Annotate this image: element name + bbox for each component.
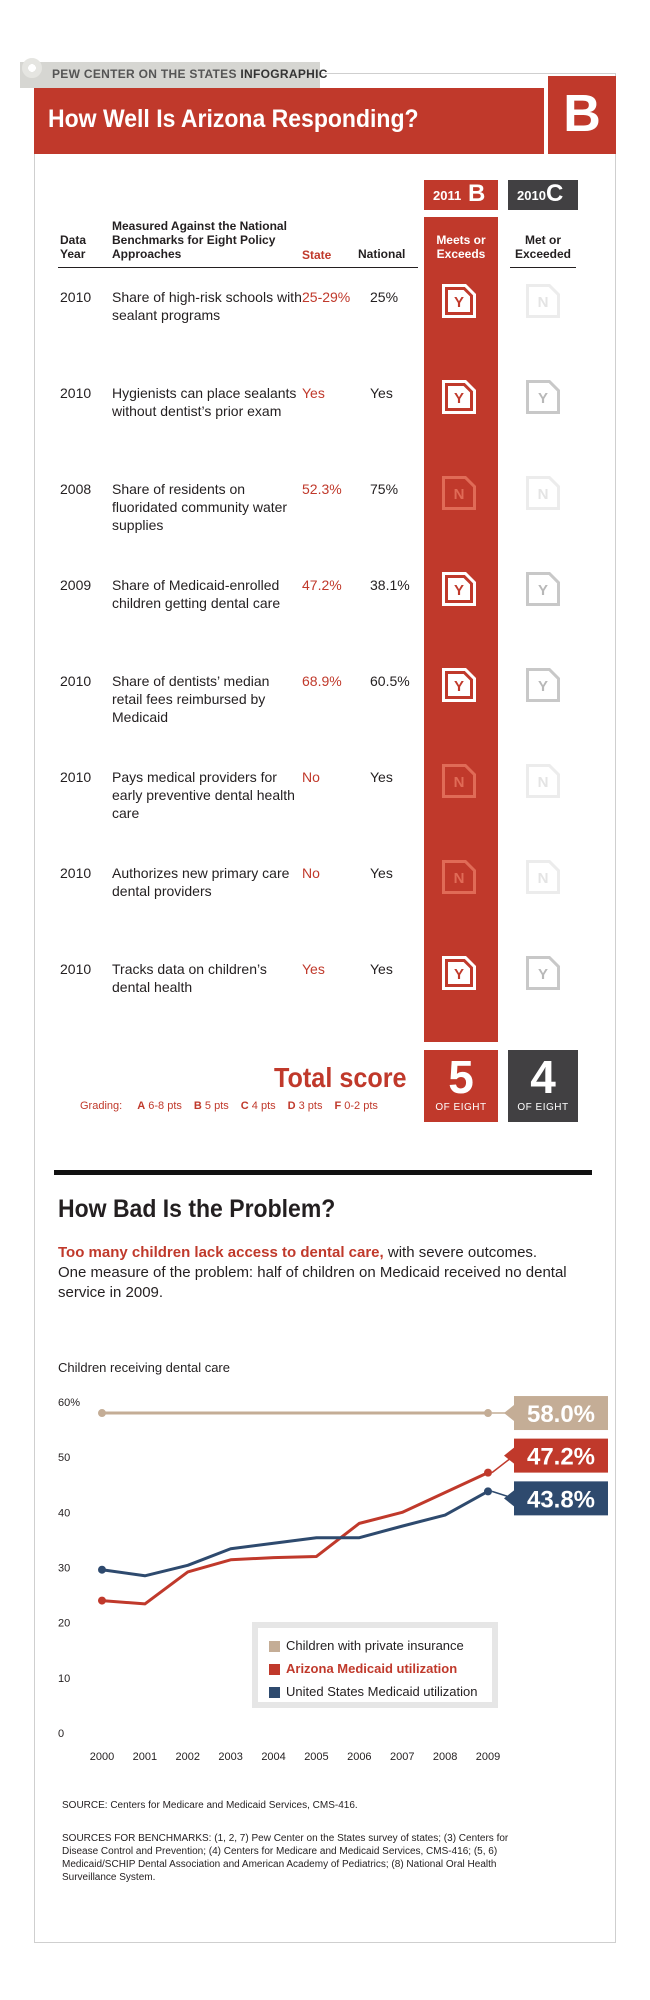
col-header-measure: Measured Against the National Benchmarks for Eight Policy Approaches bbox=[112, 219, 287, 261]
x-tick-label: 2008 bbox=[432, 1751, 458, 1763]
tag-2010-year: 2010 bbox=[517, 188, 546, 203]
grading-item bbox=[194, 1100, 229, 1112]
tag-2011-year: 2011 bbox=[433, 188, 462, 203]
row-measure: Pays medical providers for early preventive dental health care bbox=[112, 769, 295, 821]
y-tick-label: 30 bbox=[58, 1562, 71, 1575]
grading-range: 6-8 pts bbox=[145, 1100, 182, 1112]
no-badge-2010 bbox=[526, 860, 560, 894]
svg-text:Y: Y bbox=[453, 678, 465, 695]
no-badge-2010 bbox=[526, 476, 560, 510]
row-national-value: 25% bbox=[370, 289, 399, 305]
svg-text:N: N bbox=[537, 870, 549, 887]
row-year: 2010 bbox=[60, 865, 92, 881]
col-header-state: State bbox=[302, 248, 332, 262]
legend-label: Children with private insurance bbox=[286, 1638, 464, 1653]
svg-text:Y: Y bbox=[537, 966, 549, 983]
tag-2010 bbox=[508, 180, 578, 210]
score-2010-of: OF EIGHT bbox=[517, 1102, 569, 1113]
col-header-2011: Meets or Exceeds bbox=[436, 233, 486, 261]
score-2011-value: 5 bbox=[448, 1051, 474, 1103]
x-tick-label: 2001 bbox=[132, 1751, 158, 1763]
no-badge-2010 bbox=[526, 764, 560, 798]
score-2010 bbox=[508, 1050, 578, 1122]
problem-title: How Bad Is the Problem? bbox=[58, 1195, 336, 1223]
x-tick-label: 2004 bbox=[261, 1751, 286, 1763]
row-national-value: Yes bbox=[370, 769, 393, 785]
row-state-value: No bbox=[302, 769, 320, 785]
yes-badge-2011 bbox=[442, 284, 476, 318]
yes-badge-2011 bbox=[442, 956, 476, 990]
y-tick-label: 50 bbox=[58, 1452, 71, 1465]
grading-item bbox=[241, 1100, 276, 1112]
svg-text:Y: Y bbox=[537, 582, 549, 599]
yes-badge-2011 bbox=[442, 572, 476, 606]
tag-2010-grade: C bbox=[546, 180, 564, 207]
row-measure: Share of Medicaid-enrolled children getting dental care bbox=[112, 577, 281, 611]
chart-title: Children receiving dental care bbox=[58, 1360, 230, 1375]
y-tick-label: 0 bbox=[58, 1728, 65, 1740]
series-end-point bbox=[484, 1469, 492, 1477]
chart-legend bbox=[252, 1622, 498, 1708]
x-tick-label: 2009 bbox=[475, 1751, 501, 1763]
row-measure: Authorizes new primary care dental providers bbox=[112, 865, 290, 899]
no-badge-2011 bbox=[442, 764, 476, 798]
svg-text:N: N bbox=[453, 870, 465, 887]
grading-range: 3 pts bbox=[295, 1100, 323, 1112]
series-end-point bbox=[484, 1409, 492, 1417]
yes-badge-2011 bbox=[442, 668, 476, 702]
column-2011-background bbox=[424, 217, 498, 1042]
x-tick-label: 2007 bbox=[389, 1751, 415, 1763]
score-2011-of: OF EIGHT bbox=[435, 1102, 487, 1113]
callout-arrow bbox=[504, 1490, 514, 1506]
chart-source: SOURCE: Centers for Medicare and Medicaid Services, CMS-416. bbox=[62, 1800, 358, 1811]
yes-badge-2010 bbox=[526, 956, 560, 990]
row-year: 2010 bbox=[60, 673, 92, 689]
no-badge-2011 bbox=[442, 860, 476, 894]
row-year: 2008 bbox=[60, 481, 92, 497]
series-line bbox=[102, 1473, 488, 1604]
score-2010-value: 4 bbox=[530, 1051, 556, 1103]
tag-2011 bbox=[424, 180, 498, 210]
yes-badge-2010 bbox=[526, 668, 560, 702]
row-state-value: 25-29% bbox=[302, 289, 351, 305]
row-national-value: 60.5% bbox=[370, 673, 410, 689]
legend-swatch bbox=[269, 1664, 280, 1675]
yes-badge-2010 bbox=[526, 572, 560, 606]
y-tick-label: 20 bbox=[58, 1617, 71, 1630]
row-state-value: 52.3% bbox=[302, 481, 342, 497]
y-tick-label: 10 bbox=[58, 1672, 71, 1685]
callout-arrow bbox=[504, 1405, 514, 1421]
x-tick-label: 2000 bbox=[89, 1751, 115, 1763]
row-measure: Share of residents on fluoridated community water supplies bbox=[112, 481, 288, 533]
grading-range: 5 pts bbox=[201, 1100, 229, 1112]
grading-item bbox=[288, 1100, 323, 1112]
callout-arrow bbox=[504, 1448, 514, 1464]
no-badge-2010 bbox=[526, 284, 560, 318]
row-year: 2009 bbox=[60, 577, 92, 593]
header-rule-2010 bbox=[510, 267, 576, 268]
publisher-name: PEW CENTER ON THE STATES bbox=[52, 67, 237, 81]
problem-lead: Too many children lack access to dental care, bbox=[58, 1244, 384, 1261]
grading-item bbox=[137, 1100, 182, 1112]
series-start-point bbox=[98, 1409, 106, 1417]
grading-label: Grading: bbox=[80, 1100, 123, 1112]
legend-swatch bbox=[269, 1641, 280, 1652]
tag-2011-grade: B bbox=[468, 180, 486, 207]
row-national-value: Yes bbox=[370, 961, 393, 977]
row-year: 2010 bbox=[60, 289, 92, 305]
series-start-point bbox=[98, 1566, 106, 1574]
svg-text:Y: Y bbox=[453, 582, 465, 599]
row-national-value: 38.1% bbox=[370, 577, 410, 593]
svg-text:N: N bbox=[537, 774, 549, 791]
yes-badge-2010 bbox=[526, 380, 560, 414]
row-year: 2010 bbox=[60, 961, 92, 977]
grading-items bbox=[125, 1100, 378, 1112]
svg-text:Y: Y bbox=[453, 390, 465, 407]
grading-item bbox=[334, 1100, 377, 1112]
row-measure: Share of high-risk schools with sealant programs bbox=[112, 289, 302, 323]
publisher-tag-suffix: INFOGRAPHIC bbox=[240, 67, 328, 81]
svg-text:Y: Y bbox=[453, 294, 465, 311]
svg-text:N: N bbox=[537, 486, 549, 503]
problem-body: with severe outcomes. One measure of the problem: half of children on Medicaid received no dental service in 2009. bbox=[58, 1244, 567, 1301]
callout-value: 43.8% bbox=[526, 1486, 596, 1514]
row-state-value: No bbox=[302, 865, 320, 881]
legend-swatch bbox=[269, 1687, 280, 1698]
row-national-value: Yes bbox=[370, 385, 393, 401]
series-line bbox=[102, 1491, 488, 1575]
series-end-point bbox=[484, 1487, 492, 1495]
svg-text:Y: Y bbox=[537, 678, 549, 695]
benchmark-sources: SOURCES FOR BENCHMARKS: (1, 2, 7) Pew Center on the States survey of states; (3) Centers for Disease Control and Prevention; (4) Centers for Medicare and Medicaid Services, CMS-416; (5, 6) Medicaid/SCHIP Dental Association and American Academy of Pediatrics; (8) National Oral Health Surveillance System. bbox=[62, 1833, 509, 1883]
x-tick-label: 2005 bbox=[304, 1751, 329, 1763]
callout-value: 58.0% bbox=[526, 1401, 596, 1429]
x-tick-label: 2006 bbox=[347, 1751, 372, 1763]
problem-intro bbox=[58, 1243, 568, 1303]
row-state-value: Yes bbox=[302, 961, 325, 977]
row-year: 2010 bbox=[60, 769, 92, 785]
col-header-year-text: Data Year bbox=[60, 233, 87, 261]
col-header-year bbox=[60, 233, 100, 261]
line-chart bbox=[0, 1380, 650, 1780]
row-measure: Hygienists can place sealants without dentist’s prior exam bbox=[112, 385, 297, 419]
col-header-national: National bbox=[358, 247, 406, 261]
svg-text:Y: Y bbox=[453, 966, 465, 983]
row-year: 2010 bbox=[60, 385, 92, 401]
grading-grade: B bbox=[193, 1100, 202, 1112]
overall-grade: B bbox=[563, 85, 601, 143]
row-national-value: Yes bbox=[370, 865, 393, 881]
svg-text:N: N bbox=[453, 774, 465, 791]
row-state-value: Yes bbox=[302, 385, 325, 401]
total-score-label: Total score bbox=[274, 1062, 407, 1093]
x-tick-label: 2003 bbox=[218, 1751, 243, 1763]
row-state-value: 68.9% bbox=[302, 673, 342, 689]
yes-badge-2011 bbox=[442, 380, 476, 414]
section-divider bbox=[54, 1170, 592, 1175]
svg-text:Y: Y bbox=[537, 390, 549, 407]
legend-label: Arizona Medicaid utilization bbox=[286, 1661, 458, 1676]
y-tick-label: 40 bbox=[58, 1507, 71, 1520]
publisher-tag-text bbox=[52, 67, 328, 81]
legend-label: United States Medicaid utilization bbox=[286, 1684, 478, 1699]
grading-range: 0-2 pts bbox=[341, 1100, 378, 1112]
row-measure: Share of dentists’ median retail fees reimbursed by Medicaid bbox=[112, 673, 270, 725]
callout-value: 47.2% bbox=[526, 1443, 596, 1471]
row-national-value: 75% bbox=[370, 481, 399, 497]
row-measure: Tracks data on children’s dental health bbox=[112, 961, 267, 995]
svg-text:N: N bbox=[453, 486, 465, 503]
y-tick-label: 60% bbox=[58, 1397, 81, 1409]
no-badge-2011 bbox=[442, 476, 476, 510]
starburst-icon bbox=[22, 58, 42, 78]
svg-text:N: N bbox=[537, 294, 549, 311]
grading-grade: C bbox=[240, 1100, 249, 1112]
score-2011 bbox=[424, 1050, 498, 1122]
grading-range: 4 pts bbox=[248, 1100, 276, 1112]
row-state-value: 47.2% bbox=[302, 577, 342, 593]
page-title: How Well Is Arizona Responding? bbox=[48, 105, 419, 133]
header-rule bbox=[58, 267, 418, 268]
x-tick-label: 2002 bbox=[175, 1751, 201, 1763]
grading-scale bbox=[80, 1100, 378, 1112]
grading-grade: A bbox=[137, 1100, 146, 1112]
grading-grade: F bbox=[334, 1100, 342, 1112]
series-start-point bbox=[98, 1597, 106, 1605]
grading-grade: D bbox=[287, 1100, 296, 1112]
col-header-2010: Met or Exceeded bbox=[514, 233, 572, 261]
